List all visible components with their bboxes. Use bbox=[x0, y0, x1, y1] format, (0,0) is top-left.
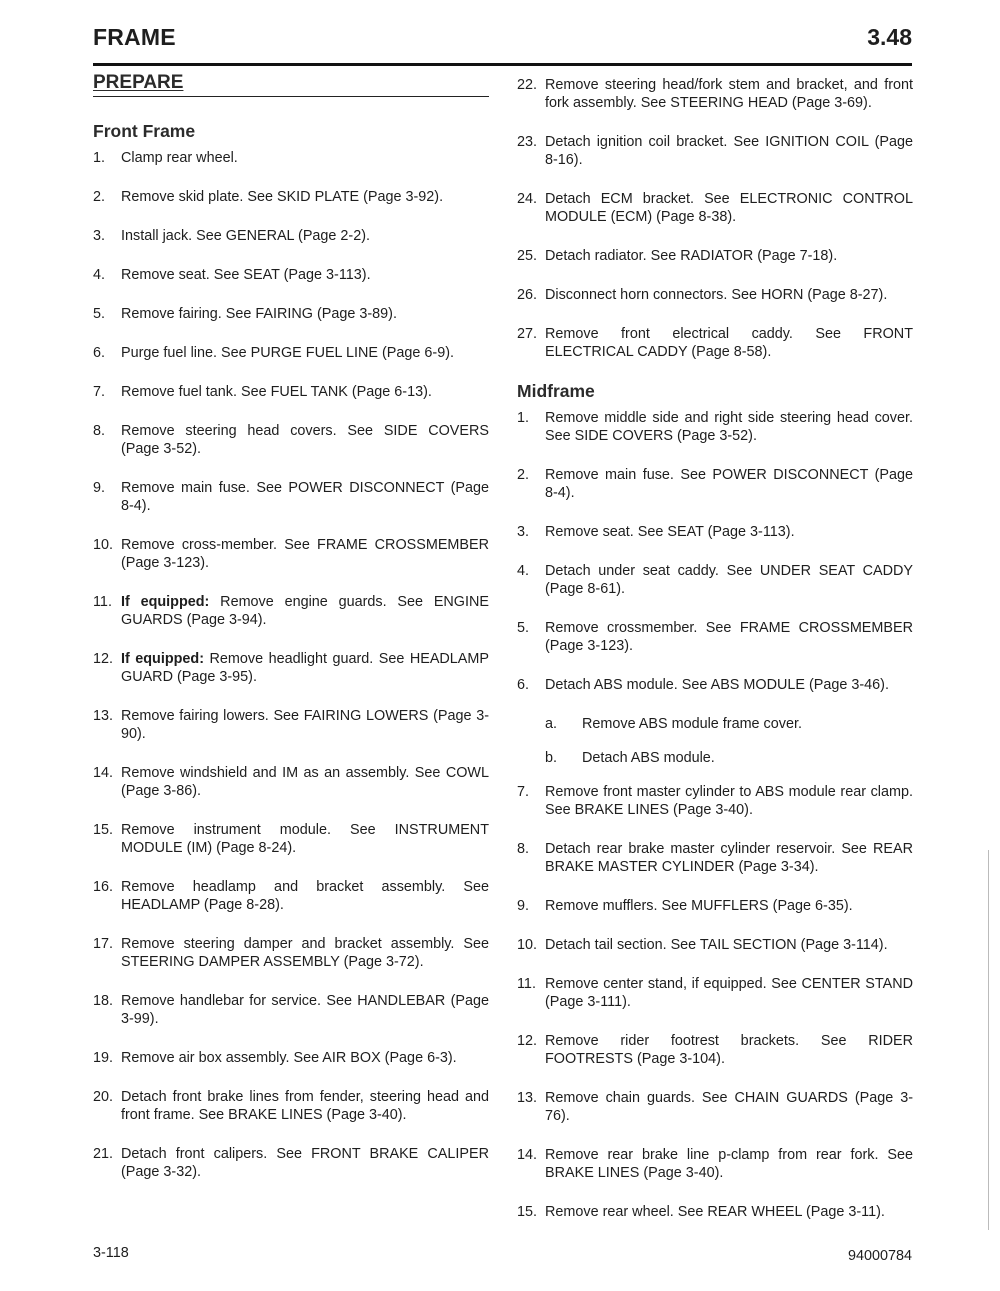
item-text: Remove steering head/fork stem and bracket, and front fork assembly. See STEERING HEAD (Page 3-69). bbox=[545, 77, 913, 111]
item-number: 1. bbox=[517, 410, 530, 426]
item-text: Detach front calipers. See FRONT BRAKE CALIPER (Page 3-32). bbox=[121, 1146, 489, 1180]
item-text: Remove mufflers. See MUFFLERS (Page 6-35). bbox=[545, 898, 853, 914]
item-text: Remove fairing lowers. See FAIRING LOWERS (Page 3-90). bbox=[121, 708, 489, 742]
list-item bbox=[93, 935, 489, 971]
list-item bbox=[517, 1203, 913, 1221]
item-text: Remove rider footrest brackets. See RIDER FOOTRESTS (Page 3-104). bbox=[545, 1033, 913, 1067]
midframe-list bbox=[517, 409, 913, 1221]
item-text: Remove crossmember. See FRAME CROSSMEMBER (Page 3-123). bbox=[545, 620, 913, 654]
sub-item-letter: a. bbox=[545, 716, 558, 732]
item-number: 13. bbox=[93, 708, 114, 724]
item-text: Install jack. See GENERAL (Page 2-2). bbox=[121, 228, 371, 244]
item-text: Remove seat. See SEAT (Page 3-113). bbox=[121, 267, 371, 283]
item-number: 23. bbox=[517, 134, 538, 150]
item-number: 2. bbox=[93, 189, 106, 205]
item-number: 19. bbox=[93, 1050, 114, 1066]
item-number: 13. bbox=[517, 1090, 538, 1106]
sub-item bbox=[545, 715, 913, 733]
list-item bbox=[93, 650, 489, 686]
item-text: Remove handlebar for service. See HANDLEBAR (Page 3-99). bbox=[121, 993, 489, 1027]
item-number: 3. bbox=[93, 228, 106, 244]
list-item bbox=[517, 409, 913, 445]
list-item bbox=[517, 286, 913, 304]
list-item bbox=[517, 840, 913, 876]
item-number: 12. bbox=[93, 651, 114, 667]
item-text: Detach under seat caddy. See UNDER SEAT CADDY (Page 8-61). bbox=[545, 563, 913, 597]
item-number: 10. bbox=[517, 937, 538, 953]
item-text: Disconnect horn connectors. See HORN (Page 8-27). bbox=[545, 287, 888, 303]
list-item bbox=[517, 523, 913, 541]
list-item bbox=[517, 562, 913, 598]
list-item bbox=[517, 619, 913, 655]
item-text: Remove skid plate. See SKID PLATE (Page 3-92). bbox=[121, 189, 444, 205]
list-item bbox=[517, 190, 913, 226]
item-number: 3. bbox=[517, 524, 530, 540]
item-text: Remove front master cylinder to ABS module rear clamp. See BRAKE LINES (Page 3-40). bbox=[545, 784, 913, 818]
list-item bbox=[517, 1089, 913, 1125]
item-number: 18. bbox=[93, 993, 114, 1009]
item-text: Remove steering damper and bracket assembly. See STEERING DAMPER ASSEMBLY (Page 3-72). bbox=[121, 936, 489, 970]
item-number: 24. bbox=[517, 191, 538, 207]
list-item bbox=[93, 188, 489, 206]
right-column bbox=[517, 76, 913, 1242]
list-item bbox=[517, 783, 913, 819]
scan-edge-line bbox=[988, 850, 989, 1230]
item-number: 26. bbox=[517, 287, 538, 303]
item-number: 15. bbox=[517, 1204, 538, 1220]
item-number: 9. bbox=[93, 480, 106, 496]
list-item bbox=[93, 992, 489, 1028]
list-item bbox=[517, 676, 913, 694]
item-text: Remove middle side and right side steering head cover. See SIDE COVERS (Page 3-52). bbox=[545, 410, 913, 444]
item-text: Detach ABS module. See ABS MODULE (Page 3-46). bbox=[545, 677, 889, 693]
list-item bbox=[93, 1145, 489, 1181]
sub-item-letter: b. bbox=[545, 750, 558, 766]
item-text: Remove main fuse. See POWER DISCONNECT (Page 8-4). bbox=[545, 467, 913, 501]
list-item bbox=[93, 383, 489, 401]
list-item bbox=[517, 1032, 913, 1068]
item-emphasis: If equipped: bbox=[121, 594, 210, 610]
list-item bbox=[93, 536, 489, 572]
footer-page-ref: 3-118 bbox=[93, 1245, 129, 1261]
item-text: Remove rear wheel. See REAR WHEEL (Page 3-11). bbox=[545, 1204, 885, 1220]
item-text: Remove windshield and IM as an assembly. See COWL (Page 3-86). bbox=[121, 765, 489, 799]
list-item bbox=[517, 76, 913, 112]
item-number: 7. bbox=[517, 784, 530, 800]
list-item bbox=[517, 897, 913, 915]
list-item bbox=[517, 936, 913, 954]
list-item bbox=[93, 149, 489, 167]
item-number: 11. bbox=[93, 594, 112, 610]
list-item bbox=[93, 227, 489, 245]
item-text: Remove headlamp and bracket assembly. See HEADLAMP (Page 8-28). bbox=[121, 879, 489, 913]
item-text: Detach front brake lines from fender, steering head and front frame. See BRAKE LINES (Page 3-40). bbox=[121, 1089, 489, 1123]
item-number: 15. bbox=[93, 822, 114, 838]
list-item bbox=[93, 344, 489, 362]
item-number: 2. bbox=[517, 467, 530, 483]
item-number: 14. bbox=[93, 765, 114, 781]
list-item bbox=[93, 422, 489, 458]
item-text: Remove air box assembly. See AIR BOX (Page 6-3). bbox=[121, 1050, 457, 1066]
item-number: 5. bbox=[93, 306, 106, 322]
item-number: 4. bbox=[93, 267, 106, 283]
front-frame-list-part1 bbox=[93, 149, 489, 1181]
item-number: 21. bbox=[93, 1146, 114, 1162]
item-text: If equipped: Remove engine guards. See ENGINE GUARDS (Page 3-94). bbox=[121, 594, 489, 628]
header-rule bbox=[93, 63, 912, 66]
sub-item-text: Remove ABS module frame cover. bbox=[582, 716, 802, 732]
item-text: Detach ignition coil bracket. See IGNITION COIL (Page 8-16). bbox=[545, 134, 913, 168]
midframe-heading: Midframe bbox=[517, 381, 595, 401]
section-title: FRAME bbox=[93, 24, 176, 50]
list-item bbox=[517, 133, 913, 169]
item-number: 14. bbox=[517, 1147, 538, 1163]
item-number: 10. bbox=[93, 537, 114, 553]
item-number: 22. bbox=[517, 77, 538, 93]
list-item bbox=[93, 878, 489, 914]
item-text: If equipped: Remove headlight guard. See HEADLAMP GUARD (Page 3-95). bbox=[121, 651, 489, 685]
item-number: 20. bbox=[93, 1089, 114, 1105]
item-text: Remove instrument module. See INSTRUMENT MODULE (IM) (Page 8-24). bbox=[121, 822, 489, 856]
item-text: Remove chain guards. See CHAIN GUARDS (Page 3-76). bbox=[545, 1090, 913, 1124]
sub-item-text: Detach ABS module. bbox=[582, 750, 715, 766]
item-text: Detach rear brake master cylinder reservoir. See REAR BRAKE MASTER CYLINDER (Page 3-34). bbox=[545, 841, 913, 875]
item-text: Remove cross-member. See FRAME CROSSMEMBER (Page 3-123). bbox=[121, 537, 489, 571]
list-item bbox=[93, 707, 489, 743]
list-item bbox=[93, 593, 489, 629]
footer-doc-number: 94000784 bbox=[847, 1248, 912, 1264]
list-item bbox=[93, 764, 489, 800]
item-number: 7. bbox=[93, 384, 106, 400]
item-text: Remove center stand, if equipped. See CENTER STAND (Page 3-111). bbox=[545, 976, 913, 1010]
front-frame-heading: Front Frame bbox=[93, 121, 196, 141]
item-text: Remove steering head covers. See SIDE COVERS (Page 3-52). bbox=[121, 423, 489, 457]
item-text: Clamp rear wheel. bbox=[121, 150, 238, 166]
item-number: 8. bbox=[517, 841, 530, 857]
left-column bbox=[93, 74, 489, 1202]
item-text: Purge fuel line. See PURGE FUEL LINE (Page 6-9). bbox=[121, 345, 455, 361]
item-number: 9. bbox=[517, 898, 530, 914]
item-text: Remove fuel tank. See FUEL TANK (Page 6-13). bbox=[121, 384, 432, 400]
item-number: 16. bbox=[93, 879, 114, 895]
item-number: 4. bbox=[517, 563, 530, 579]
item-number: 12. bbox=[517, 1033, 538, 1049]
item-text: Remove seat. See SEAT (Page 3-113). bbox=[545, 524, 795, 540]
item-number: 1. bbox=[93, 150, 106, 166]
prepare-heading: PREPARE bbox=[93, 74, 489, 97]
item-number: 6. bbox=[517, 677, 530, 693]
list-item bbox=[517, 325, 913, 361]
item-text: Detach radiator. See RADIATOR (Page 7-18). bbox=[545, 248, 838, 264]
list-item bbox=[93, 1049, 489, 1067]
list-item bbox=[93, 1088, 489, 1124]
list-item bbox=[93, 305, 489, 323]
item-number: 5. bbox=[517, 620, 530, 636]
item-number: 25. bbox=[517, 248, 538, 264]
list-item bbox=[93, 821, 489, 857]
list-item bbox=[517, 466, 913, 502]
sub-item bbox=[545, 749, 913, 767]
item-text: Remove rear brake line p-clamp from rear fork. See BRAKE LINES (Page 3-40). bbox=[545, 1147, 913, 1181]
front-frame-list-part2 bbox=[517, 76, 913, 361]
item-text: Remove main fuse. See POWER DISCONNECT (Page 8-4). bbox=[121, 480, 489, 514]
item-text: Detach ECM bracket. See ELECTRONIC CONTROL MODULE (ECM) (Page 8-38). bbox=[545, 191, 913, 225]
list-item bbox=[517, 975, 913, 1011]
item-number: 27. bbox=[517, 326, 538, 342]
item-text: Remove fairing. See FAIRING (Page 3-89). bbox=[121, 306, 397, 322]
item-text: Detach tail section. See TAIL SECTION (Page 3-114). bbox=[545, 937, 888, 953]
list-item bbox=[517, 1146, 913, 1182]
item-number: 17. bbox=[93, 936, 114, 952]
item-text: Remove front electrical caddy. See FRONT ELECTRICAL CADDY (Page 8-58). bbox=[545, 326, 913, 360]
page-number: 3.48 bbox=[867, 24, 912, 50]
list-item bbox=[93, 266, 489, 284]
item-emphasis: If equipped: bbox=[121, 651, 205, 667]
item-number: 8. bbox=[93, 423, 106, 439]
item-number: 11. bbox=[517, 976, 536, 992]
page-header bbox=[93, 24, 912, 54]
item-number: 6. bbox=[93, 345, 106, 361]
list-item bbox=[517, 247, 913, 265]
list-item bbox=[93, 479, 489, 515]
